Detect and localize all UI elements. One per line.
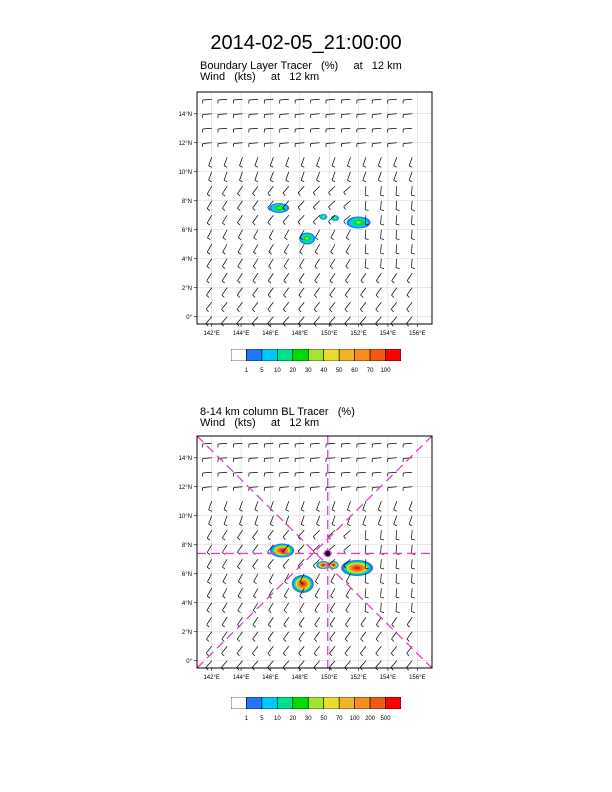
panel2-colorbar xyxy=(231,696,401,722)
panel1-tracer-blob xyxy=(356,221,361,223)
panel2-colorbar-label: 10 xyxy=(274,716,281,722)
panel2-colorbar-label: 1 xyxy=(244,716,249,722)
panel1-lat-label: 0° xyxy=(186,314,192,321)
panel1-lat-label: 14°N xyxy=(178,111,192,118)
panel1-colorbar-label: 5 xyxy=(260,368,264,374)
panel2-colorbar-label: 100 xyxy=(349,716,360,722)
panel1-lon-label: 144°E xyxy=(232,331,250,337)
panel1-map xyxy=(175,88,440,348)
panel2-colorbar-swatch xyxy=(339,697,354,709)
panel2-lon-label: 144°E xyxy=(232,675,250,681)
panel2-colorbar-swatch xyxy=(370,697,385,709)
panel1-lat-label: 10°N xyxy=(178,169,192,176)
panel1-lat-label: 2°N xyxy=(181,285,192,292)
panel1-colorbar-swatch xyxy=(231,349,246,361)
panel2-lon-label: 148°E xyxy=(291,675,309,681)
panel2-colorbar-label: 500 xyxy=(380,716,391,722)
panel2-colorbar-label: 20 xyxy=(289,716,297,722)
panel1-lon-label: 142°E xyxy=(203,331,220,337)
panel1-colorbar-swatch xyxy=(370,349,385,361)
panel2-lat-label: 4°N xyxy=(181,600,192,607)
panel1-lon-label: 150°E xyxy=(320,331,338,337)
panel1-lon-label: 152°E xyxy=(350,331,367,337)
panel2-colorbar-swatch xyxy=(293,697,308,709)
panel1-lat-label: 8°N xyxy=(181,198,192,205)
panel2-lon-label: 146°E xyxy=(262,675,279,681)
panel1-colorbar-swatch xyxy=(293,349,308,361)
panel2-lat-label: 0° xyxy=(186,658,192,665)
panel2-lat-label: 8°N xyxy=(181,542,192,549)
panel2-lon-label: 154°E xyxy=(379,675,397,681)
panel1-colorbar-label: 1 xyxy=(244,368,249,374)
panel1-colorbar-swatch xyxy=(308,349,323,361)
panel1-colorbar-swatch xyxy=(277,349,292,361)
panel2-tracer-blob xyxy=(333,564,335,566)
page-title: 2014-02-05_21:00:00 xyxy=(210,32,402,54)
panel2-colorbar-swatch xyxy=(324,697,339,709)
panel2-colorbar-label: 50 xyxy=(320,716,328,722)
panel1-lon-label: 154°E xyxy=(379,331,397,337)
panel2-colorbar-swatch xyxy=(386,697,401,709)
panel1-colorbar-swatch xyxy=(324,349,339,361)
panel1-colorbar-label: 60 xyxy=(351,368,358,374)
panel2-title: 8-14 km column BL Tracer (%) xyxy=(200,406,355,418)
panel2-lat-label: 6°N xyxy=(181,571,192,578)
panel1-lat-label: 4°N xyxy=(181,256,192,263)
panel1-subtitle: Wind (kts) at 12 km xyxy=(200,71,320,83)
panel2-colorbar-swatch xyxy=(308,697,323,709)
panel2-colorbar-label: 70 xyxy=(335,716,343,722)
panel1-colorbar-swatch xyxy=(262,349,277,361)
panel1-tracer-blob xyxy=(277,207,281,209)
panel1-title: Boundary Layer Tracer (%) at 12 km xyxy=(200,60,402,72)
panel1-colorbar-label: 20 xyxy=(289,368,297,374)
panel2-tracer-blob xyxy=(322,564,324,566)
panel1-colorbar-swatch xyxy=(246,349,261,361)
panel2-colorbar-swatch xyxy=(355,697,370,709)
panel1-colorbar xyxy=(231,348,401,374)
panel2-lat-label: 14°N xyxy=(178,455,192,462)
panel2-colorbar-swatch xyxy=(231,697,246,709)
panel2-colorbar-swatch xyxy=(246,697,261,709)
panel2-colorbar-swatch xyxy=(277,697,292,709)
panel1-tracer-blob xyxy=(334,217,336,219)
panel2-colorbar-label: 30 xyxy=(304,716,312,722)
panel1-colorbar-label: 100 xyxy=(380,368,391,374)
panel2-colorbar-label: 200 xyxy=(365,716,376,722)
panel1-lon-label: 148°E xyxy=(291,331,309,337)
panel2-lon-label: 156°E xyxy=(409,675,426,681)
panel2-lat-label: 10°N xyxy=(178,513,192,520)
panel1-colorbar-label: 10 xyxy=(274,368,281,374)
panel2-colorbar-swatch xyxy=(262,697,277,709)
panel1-tracer-blob xyxy=(322,216,324,218)
panel1-tracer-blob xyxy=(306,237,309,239)
panel1-lat-label: 6°N xyxy=(181,227,192,234)
panel2-lat-label: 2°N xyxy=(181,629,192,636)
panel1-colorbar-label: 50 xyxy=(335,368,343,374)
panel1-lat-label: 12°N xyxy=(178,140,192,147)
panel2-colorbar-label: 5 xyxy=(260,716,264,722)
panel1-colorbar-swatch xyxy=(339,349,354,361)
panel1-lon-label: 156°E xyxy=(409,331,426,337)
panel1-colorbar-swatch xyxy=(355,349,370,361)
panel2-lat-label: 12°N xyxy=(178,484,192,491)
panel2-center-marker xyxy=(325,550,331,556)
panel2-tracer-blob xyxy=(354,567,359,570)
panel1-lon-label: 146°E xyxy=(262,331,279,337)
panel2-lon-label: 142°E xyxy=(203,675,220,681)
panel1-colorbar-label: 40 xyxy=(320,368,328,374)
panel1-colorbar-label: 30 xyxy=(304,368,312,374)
panel1-colorbar-swatch xyxy=(386,349,401,361)
panel2-lon-label: 152°E xyxy=(350,675,367,681)
panel2-map xyxy=(175,432,440,694)
panel1-colorbar-label: 70 xyxy=(366,368,374,374)
panel2-subtitle: Wind (kts) at 12 km xyxy=(200,417,320,429)
panel2-lon-label: 150°E xyxy=(320,675,338,681)
